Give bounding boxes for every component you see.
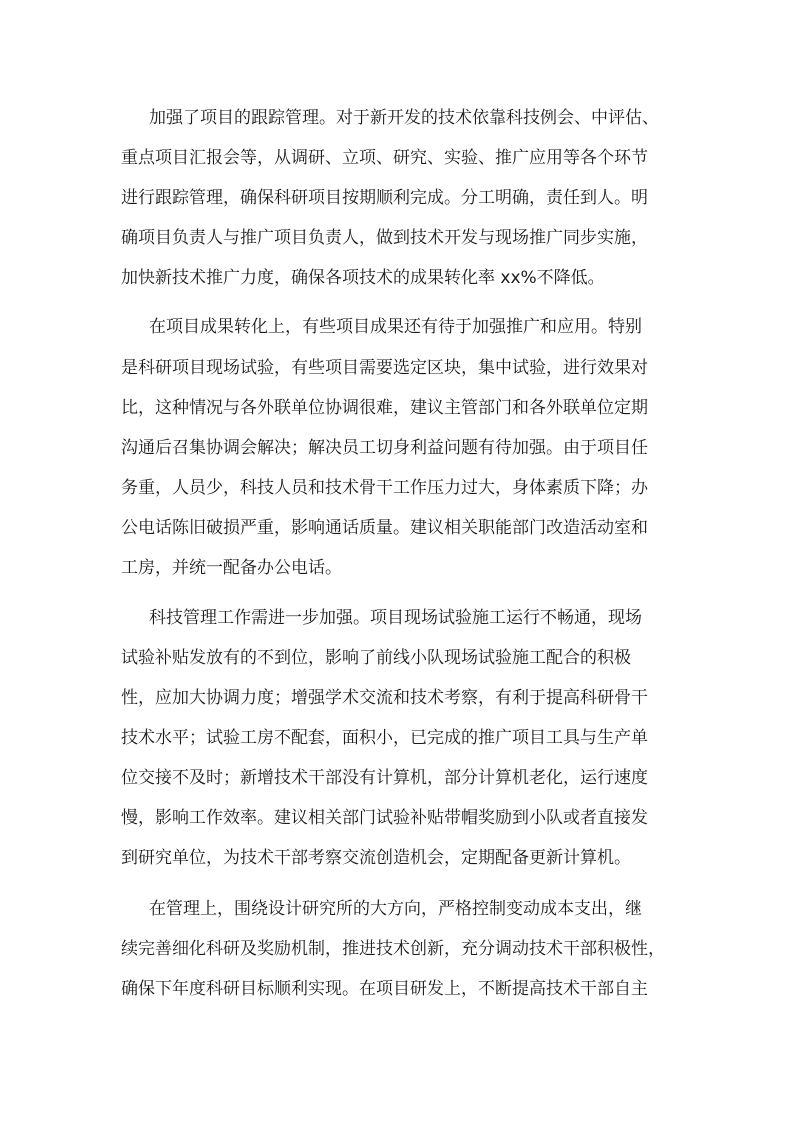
- text-line: 重点项目汇报会等，从调研、立项、研究、实验、推广应用等各个环节: [121, 148, 648, 168]
- text-line: 工房，并统一配备办公电话。: [121, 558, 342, 578]
- text-line: 公电话陈旧破损严重，影响通话质量。建议相关职能部门改造活动室和: [121, 518, 648, 538]
- text-line: 续完善细化科研及奖励机制，推进技术创新，充分调动技术干部积极性，: [121, 939, 665, 959]
- text-line: 到研究单位，为技术干部考察交流创造机会，定期配备更新计算机。: [121, 848, 631, 868]
- text-line: 性，应加大协调力度；增强学术交流和技术考察，有利于提高科研骨干: [121, 688, 648, 708]
- text-line: 在项目成果转化上，有些项目成果还有待于加强推广和应用。特别: [149, 317, 642, 337]
- text-line: 进行跟踪管理，确保科研项目按期顺利完成。分工明确，责任到人。明: [121, 188, 648, 208]
- text-line: 加快新技术推广力度，确保各项技术的成果转化率 xx%不降低。: [121, 268, 605, 288]
- text-line: 确保下年度科研目标顺利实现。在项目研发上，不断提高技术干部自主: [121, 979, 648, 999]
- text-line: 位交接不及时；新增技术干部没有计算机，部分计算机老化，运行速度: [121, 768, 648, 788]
- text-line: 试验补贴发放有的不到位，影响了前线小队现场试验施工配合的积极: [121, 648, 631, 668]
- text-line: 科技管理工作需进一步加强。项目现场试验施工运行不畅通，现场: [149, 608, 642, 628]
- text-line: 沟通后召集协调会解决；解决员工切身利益问题有待加强。由于项目任: [121, 438, 648, 458]
- text-line: 慢，影响工作效率。建议相关部门试验补贴带帽奖励到小队或者直接发: [121, 808, 648, 828]
- text-line: 是科研项目现场试验，有些项目需要选定区块，集中试验，进行效果对: [121, 358, 648, 378]
- text-line: 技术水平；试验工房不配套，面积小，已完成的推广项目工具与生产单: [121, 728, 648, 748]
- text-line: 务重，人员少，科技人员和技术骨干工作压力过大，身体素质下降；办: [121, 478, 648, 498]
- text-line: 确项目负责人与推广项目负责人，做到技术开发与现场推广同步实施，: [121, 228, 648, 248]
- text-line: 加强了项目的跟踪管理。对于新开发的技术依靠科技例会、中评估、: [149, 108, 659, 128]
- text-line: 在管理上，围绕设计研究所的大方向，严格控制变动成本支出，继: [149, 899, 642, 919]
- text-line: 比，这种情况与各外联单位协调很难，建议主管部门和各外联单位定期: [121, 398, 648, 418]
